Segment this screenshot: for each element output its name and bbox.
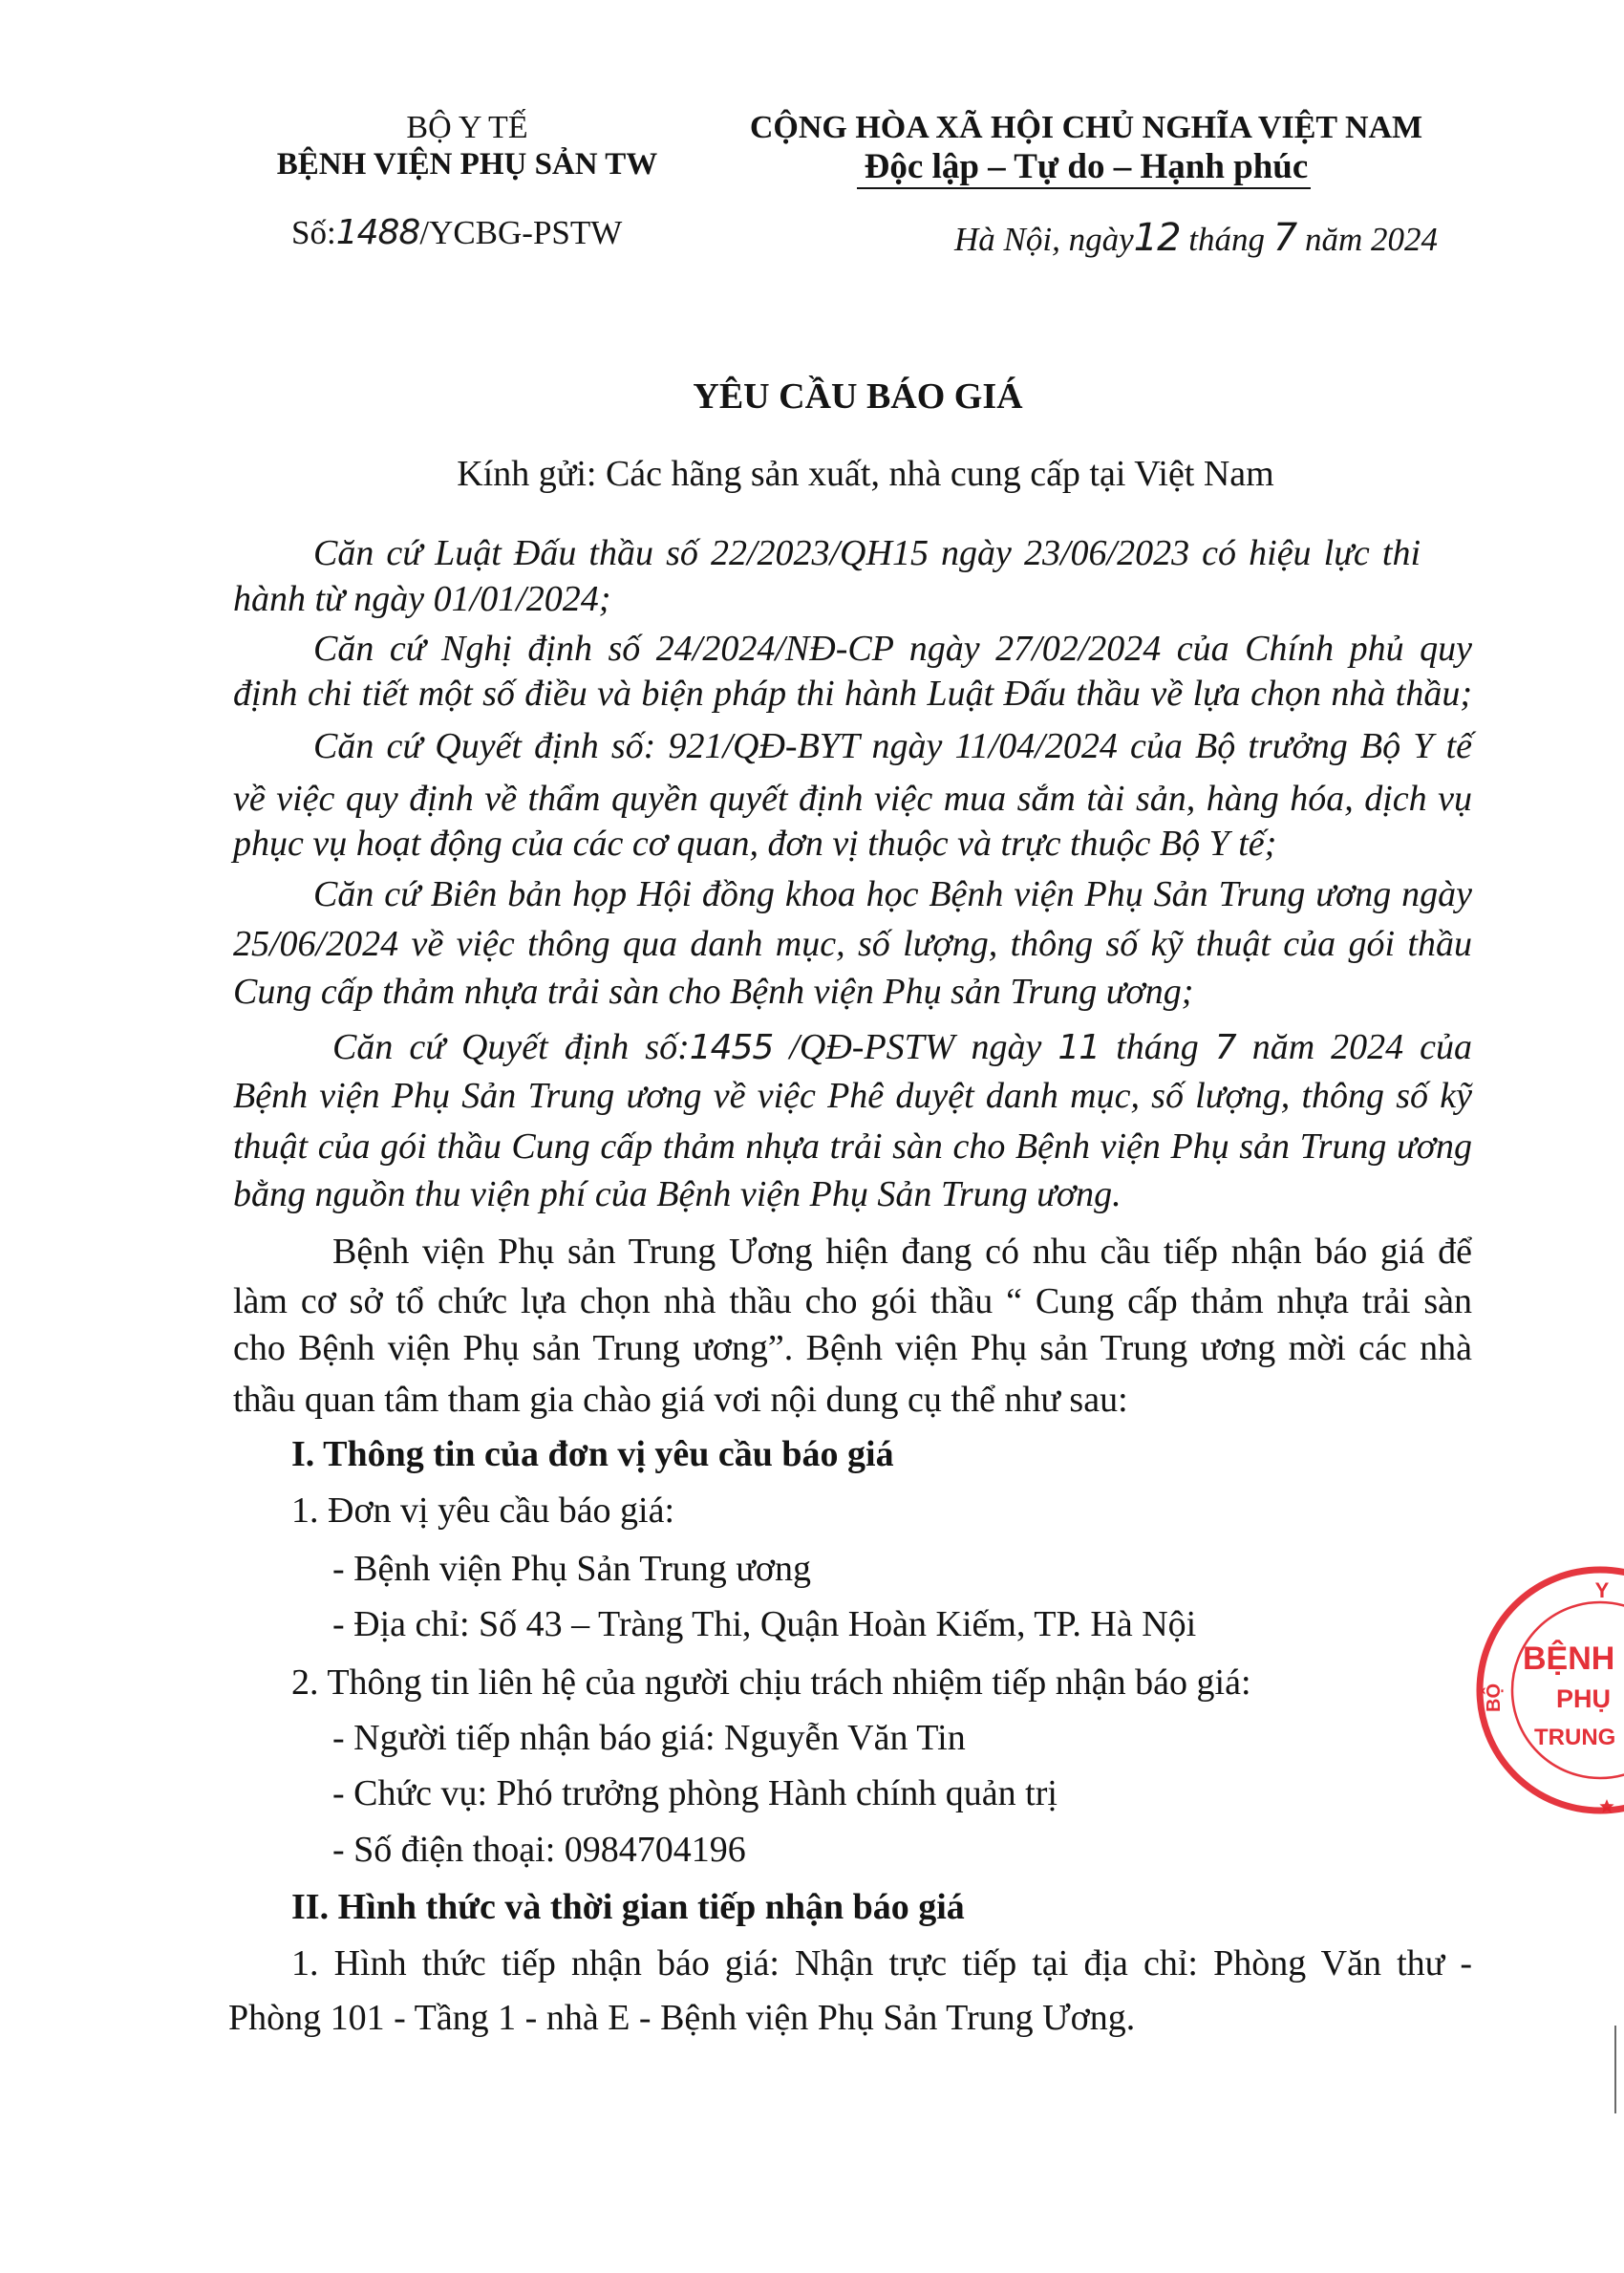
handwritten-month: 7 [1272, 216, 1297, 260]
national-motto: Độc lập – Tự do – Hạnh phúc [864, 147, 1309, 186]
section-2-heading: II. Hình thức và thời gian tiếp nhận báo giá [291, 1887, 965, 1927]
legal-basis-line: Bệnh viện Phụ Sản Trung ương về việc Phê duyệt danh mục, số lượng, thông số kỹ [233, 1076, 1472, 1116]
scan-edge-mark [1614, 2026, 1616, 2113]
seal-side-text: BỘ [1484, 1683, 1505, 1712]
handwritten-day: 12 [1133, 216, 1181, 260]
paragraph-line: Bệnh viện Phụ sản Trung Ương hiện đang có nhu cầu tiếp nhận báo giá để [332, 1232, 1472, 1272]
legal-basis-text: tháng [1116, 1027, 1199, 1067]
hospital-name: BỆNH VIỆN PHỤ SẢN TW [276, 147, 658, 182]
legal-basis-line: Căn cứ Quyết định số: 921/QĐ-BYT ngày 11/04/2024 của Bộ trưởng Bộ Y tế [313, 726, 1472, 766]
requesting-unit-address: - Địa chỉ: Số 43 – Tràng Thi, Quận Hoàn Kiếm, TP. Hà Nội [332, 1604, 1197, 1644]
handwritten-decision-month: 7 [1214, 1028, 1236, 1067]
hospital-seal [1462, 1548, 1624, 1834]
document-title: YÊU CẦU BÁO GIÁ [693, 376, 1023, 417]
ministry-name: BỘ Y TẾ [406, 110, 528, 145]
contact-phone: - Số điện thoại: 0984704196 [332, 1830, 746, 1870]
section-2-item-1-line: Phòng 101 - Tầng 1 - nhà E - Bệnh viện Phụ Sản Trung Ương. [228, 1998, 1136, 2038]
date-place-label: Hà Nội, ngày [954, 221, 1134, 258]
handwritten-decision-day: 11 [1058, 1028, 1100, 1067]
document-date [954, 215, 1438, 261]
handwritten-document-number: 1488 [335, 213, 420, 252]
legal-basis-line: Căn cứ Nghị định số 24/2024/NĐ-CP ngày 27/02/2024 của Chính phủ quy [313, 629, 1472, 669]
legal-basis-line [332, 1024, 1472, 1070]
document-number-suffix: /YCBG-PSTW [419, 214, 623, 251]
legal-basis-text: /QĐ-PSTW ngày [789, 1027, 1042, 1067]
legal-basis-line: hành từ ngày 01/01/2024; [233, 579, 611, 619]
legal-basis-line: bằng nguồn thu viện phí của Bệnh viện Phụ Sản Trung ương. [233, 1174, 1122, 1214]
legal-basis-line: Căn cứ Biên bản họp Hội đồng khoa học Bệnh viện Phụ Sản Trung ương ngày [313, 874, 1472, 914]
seal-top-text: Y [1594, 1578, 1610, 1602]
legal-basis-line: Căn cứ Luật Đấu thầu số 22/2023/QH15 ngày 23/06/2023 có hiệu lực thi [313, 533, 1421, 573]
handwritten-decision-number: 1455 [689, 1028, 774, 1067]
section-2-item-1-line: 1. Hình thức tiếp nhận báo giá: Nhận trực tiếp tại địa chỉ: Phòng Văn thư - [291, 1943, 1472, 1984]
legal-basis-line: Cung cấp thảm nhựa trải sàn cho Bệnh viện Phụ sản Trung ương; [233, 972, 1194, 1012]
legal-basis-text: Căn cứ Quyết định số: [332, 1027, 690, 1067]
paragraph-line: làm cơ sở tổ chức lựa chọn nhà thầu cho gói thầu “ Cung cấp thảm nhựa trải sàn [233, 1281, 1472, 1321]
section-1-heading: I. Thông tin của đơn vị yêu cầu báo giá [291, 1434, 894, 1474]
date-month-label: tháng [1188, 221, 1266, 258]
legal-basis-line: thuật của gói thầu Cung cấp thảm nhựa trải sàn cho Bệnh viện Phụ sản Trung ương [233, 1126, 1472, 1167]
section-1-item-1-label: 1. Đơn vị yêu cầu báo giá: [291, 1490, 675, 1531]
legal-basis-line: về việc quy định về thẩm quyền quyết định việc mua sắm tài sản, hàng hóa, dịch vụ [233, 779, 1472, 819]
legal-basis-line: phục vụ hoạt động của các cơ quan, đơn vị thuộc và trực thuộc Bộ Y tế; [233, 824, 1277, 864]
national-title: CỘNG HÒA XÃ HỘI CHỦ NGHĨA VIỆT NAM [749, 110, 1423, 145]
seal-line-3: TRUNG [1534, 1725, 1616, 1750]
seal-line-1: BỆNH [1523, 1640, 1615, 1677]
document-number [291, 210, 622, 256]
requesting-unit-name: - Bệnh viện Phụ Sản Trung ương [332, 1549, 811, 1589]
date-year: năm 2024 [1304, 221, 1439, 258]
document-number-prefix: Số: [291, 214, 336, 251]
legal-basis-text: năm 2024 của [1251, 1027, 1473, 1067]
contact-person: - Người tiếp nhận báo giá: Nguyễn Văn Tin [332, 1718, 966, 1758]
motto-underline [857, 187, 1311, 189]
paragraph-line: cho Bệnh viện Phụ sản Trung ương”. Bệnh viện Phụ sản Trung ương mời các nhà [233, 1328, 1472, 1368]
seal-line-2: PHỤ [1556, 1684, 1612, 1713]
section-1-item-2-label: 2. Thông tin liên hệ của người chịu trách nhiệm tiếp nhận báo giá: [291, 1662, 1251, 1703]
contact-position: - Chức vụ: Phó trưởng phòng Hành chính quản trị [332, 1773, 1058, 1813]
legal-basis-line: 25/06/2024 về việc thông qua danh mục, số lượng, thông số kỹ thuật của gói thầu [233, 924, 1472, 964]
paragraph-line: thầu quan tâm tham gia chào giá vơi nội dung cụ thể như sau: [233, 1380, 1128, 1420]
legal-basis-line: định chi tiết một số điều và biện pháp thi hành Luật Đấu thầu về lựa chọn nhà thầu; [233, 674, 1472, 714]
recipient-line: Kính gửi: Các hãng sản xuất, nhà cung cấp tại Việt Nam [457, 454, 1274, 494]
